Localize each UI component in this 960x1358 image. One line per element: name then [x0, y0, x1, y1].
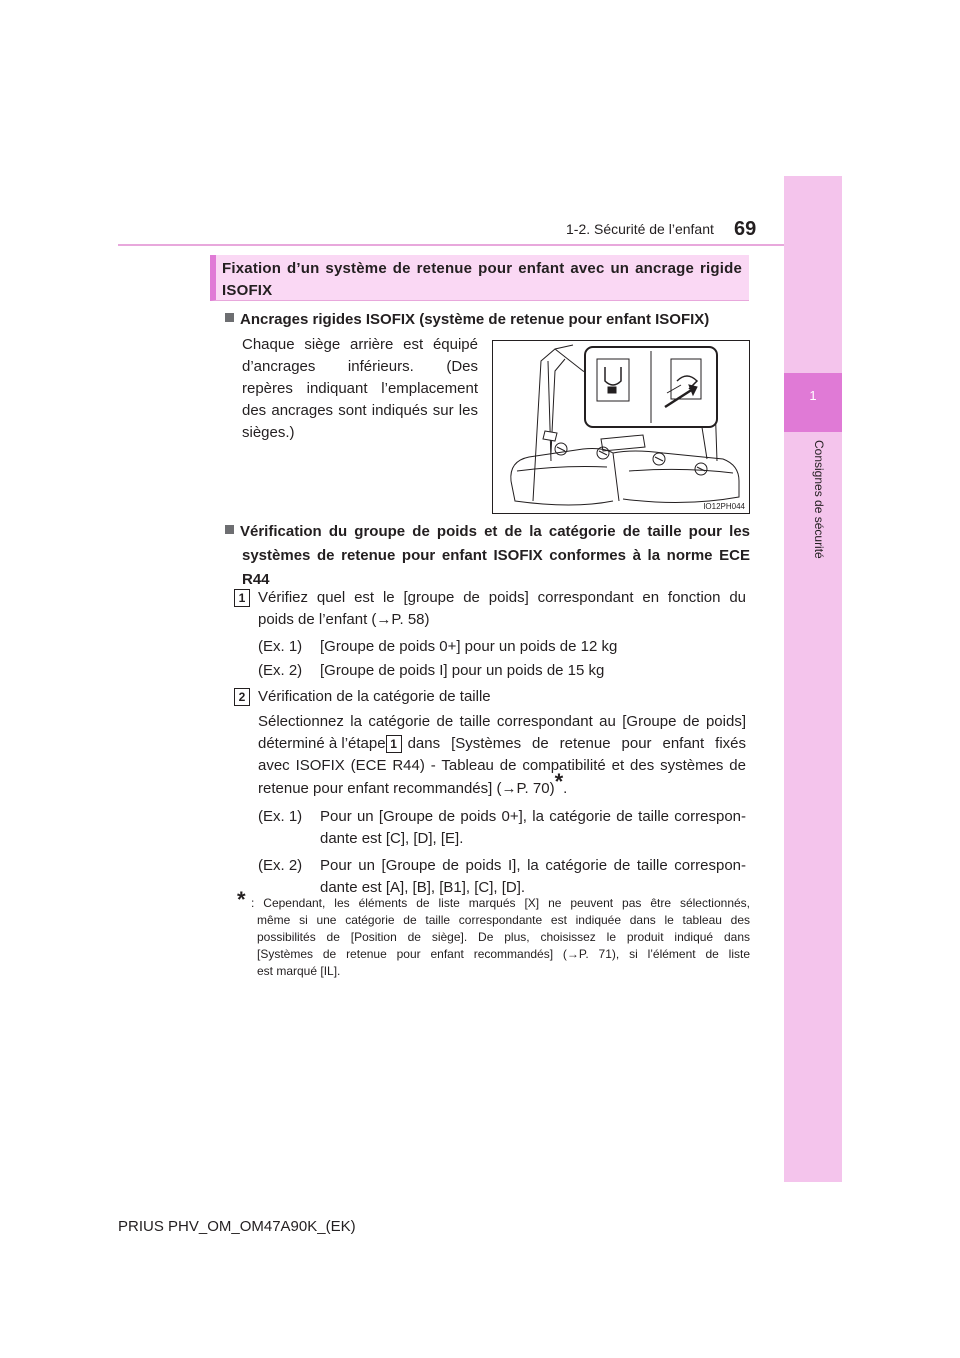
figure-code: IO12PH044 [703, 502, 745, 511]
footnote-line3: possibilités de [Position de siège]. De plus, choisissez le produit indiqué dans [257, 930, 750, 944]
step-2-paragraph [258, 711, 746, 800]
step-2-example-2-label: (Ex. 2) [258, 857, 303, 874]
inline-step-1-badge: 1 [386, 735, 402, 753]
section-header: 1-2. Sécurité de l’enfant [566, 221, 714, 237]
step-1-text-line1: Vérifiez quel est le [groupe de poids] correspondant en fonction du [258, 589, 746, 606]
chapter-title: Consignes de sécurité [812, 440, 826, 559]
step-2-example-2-text [320, 855, 746, 899]
step-2-paragraph-line4 [258, 769, 746, 800]
step-2-title: Vérification de la catégorie de taille [258, 688, 491, 705]
chapter-side-tab [784, 176, 842, 1182]
document-id: PRIUS PHV_OM_OM47A90K_(EK) [118, 1218, 356, 1235]
footnote-star: * [237, 887, 246, 912]
rear-seat-drawing [493, 341, 749, 513]
step-1-example-2-label: (Ex. 2) [258, 662, 303, 679]
chapter-number: 1 [809, 388, 817, 403]
footnote-line2: même si une catégorie de taille correspondante est indiquée dans le tableau des [257, 913, 750, 927]
footnote-line4: [Systèmes de retenue pour enfant recommandés] (→P. 71), si l’élément de liste [257, 947, 750, 961]
step-2-example-1-text [320, 806, 746, 850]
heading-weight-size-check [225, 520, 750, 592]
step-1-text [258, 587, 746, 631]
step-2-line4-text: retenue pour enfant recommandés] (→P. 70) [258, 780, 555, 797]
footnote-line5: est marqué [IL]. [257, 964, 341, 978]
anchors-description [242, 334, 478, 444]
step-2-paragraph-line3: avec ISOFIX (ECE R44) - Tableau de compatibilité et des systèmes de [258, 757, 746, 774]
anchors-description-line2: d’ancrages inférieurs. (Des [242, 358, 478, 375]
anchors-description-line4: des ancrages sont indiqués sur les [242, 402, 478, 419]
step-2-badge: 2 [234, 688, 250, 706]
section-title-line1: Fixation d’un système de retenue pour enfant avec un ancrage rigide [222, 260, 742, 277]
rear-seat-isofix-illustration [492, 340, 750, 514]
step-2-example-1-line1: Pour un [Groupe de poids 0+], la catégorie de taille correspon- [320, 808, 746, 825]
page-number: 69 [734, 218, 757, 240]
footnote-line1: : Cependant, les éléments de liste marqués [X] ne peuvent pas être sélectionnés, [251, 896, 750, 910]
step-2-paragraph-line2 [258, 733, 746, 755]
step-1-example-1-text: [Groupe de poids 0+] pour un poids de 12 kg [320, 638, 618, 655]
section-title [222, 258, 742, 302]
step-2-paragraph-line1: Sélectionnez la catégorie de taille correspondant au [Groupe de poids] [258, 713, 746, 730]
step-1-example-2-text: [Groupe de poids I] pour un poids de 15 kg [320, 662, 605, 679]
header-rule [118, 244, 840, 246]
anchors-description-line1: Chaque siège arrière est équipé [242, 336, 478, 353]
heading-line3: R44 [242, 571, 270, 588]
step-1-text-line2: poids de l’enfant (→P. 58) [258, 611, 430, 628]
heading-line1: Vérification du groupe de poids et de la catégorie de taille pour les [240, 523, 750, 540]
step-2-line2-end: dans [Systèmes de retenue pour enfant fixés [407, 735, 746, 752]
step-2-line4-end: . [563, 780, 568, 797]
bullet-square-icon [225, 313, 234, 322]
step-2-example-1-line2: dante est [C], [D], [E]. [320, 830, 464, 847]
step-2-example-2-line1: Pour un [Groupe de poids I], la catégorie de taille correspon- [320, 857, 746, 874]
footnote-star-ref: * [554, 769, 564, 794]
step-1-badge: 1 [234, 589, 250, 607]
step-2-line2-start: déterminé à l’étape [258, 735, 386, 752]
anchors-description-line3: repères indiquant l’emplacement [242, 380, 478, 397]
heading-line2: systèmes de retenue pour enfant ISOFIX conformes à la norme ECE [242, 547, 750, 564]
heading-isofix-anchors [225, 308, 709, 332]
anchors-description-line5: sièges.) [242, 424, 295, 441]
step-2-example-2-line2: dante est [A], [B], [B1], [C], [D]. [320, 879, 526, 896]
step-2-example-1-label: (Ex. 1) [258, 808, 303, 825]
section-title-line2: ISOFIX [222, 282, 273, 299]
step-1-example-1-label: (Ex. 1) [258, 638, 303, 655]
heading-isofix-anchors-text: Ancrages rigides ISOFIX (système de retenue pour enfant ISOFIX) [240, 311, 710, 328]
bullet-square-icon [225, 525, 234, 534]
